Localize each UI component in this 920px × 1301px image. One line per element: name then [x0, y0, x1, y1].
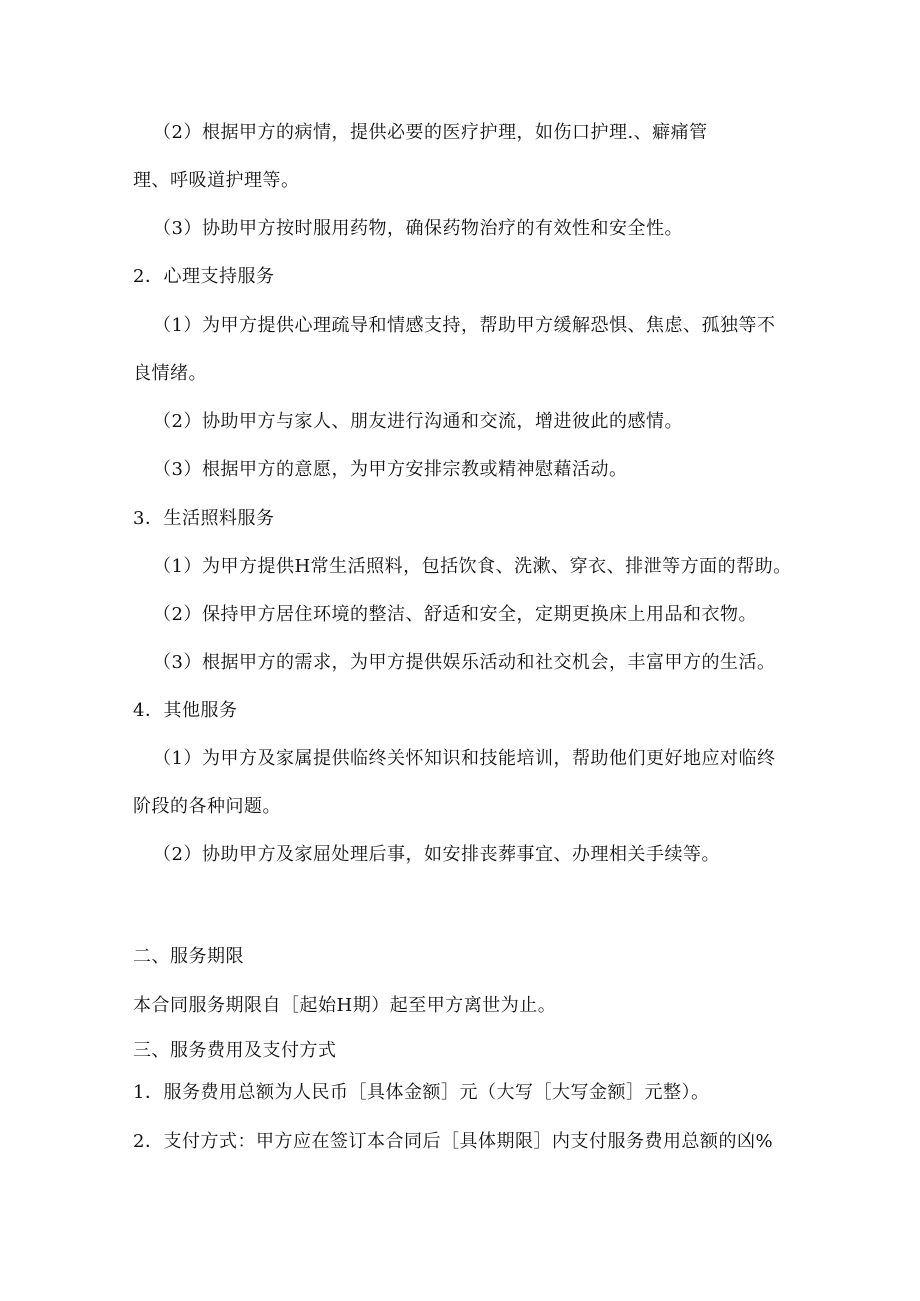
paragraph-line: 良情绪。 — [133, 363, 207, 384]
paragraph-line: 1．服务费用总额为人民币［具体金额］元（大写［大写金额］元整）。 — [133, 1082, 710, 1103]
paragraph-line: （3）根据甲方的需求，为甲方提供娱乐活动和社交机会，丰富甲方的生活。 — [153, 652, 776, 673]
paragraph-line: （2）保持甲方居住环境的整洁、舒适和安全，定期更换床上用品和衣物。 — [153, 604, 757, 625]
chapter-heading: 二、服务期限 — [133, 946, 244, 967]
paragraph-line: （3）根据甲方的意愿，为甲方安排宗教或精神慰藉活动。 — [153, 459, 628, 480]
section-heading: 2．心理支持服务 — [133, 266, 275, 287]
paragraph-line: （3）协助甲方按时服用药物，确保药物治疗的有效性和安全性。 — [153, 218, 683, 239]
paragraph-line: （1）为甲方提供H常生活照料，包括饮食、洗漱、穿衣、排泄等方面的帮助。 — [153, 556, 792, 577]
paragraph-line: （1）为甲方及家属提供临终关怀知识和技能培训，帮助他们更好地应对临终 — [153, 748, 776, 769]
paragraph-line: （2）协助甲方及家屈处理后事，如安排丧葬事宜、办理相关手续等。 — [153, 844, 720, 865]
paragraph-line: 本合同服务期限自［起始H期）起至甲方离世为止。 — [133, 995, 557, 1016]
paragraph-line: 阶段的各种问题。 — [133, 796, 281, 817]
paragraph-line: （2）协助甲方与家人、朋友进行沟通和交流，增进彼此的感情。 — [153, 411, 683, 432]
section-heading: 4．其他服务 — [133, 700, 238, 721]
paragraph-line: 2．支付方式：甲方应在签订本合同后［具体期限］内支付服务费用总额的凶% — [133, 1131, 774, 1152]
paragraph-line: 理、呼吸道护理等。 — [133, 170, 300, 191]
chapter-heading: 三、服务费用及支付方式 — [133, 1040, 337, 1061]
section-heading: 3．生活照料服务 — [133, 508, 275, 529]
paragraph-line: （1）为甲方提供心理疏导和情感支持，帮助甲方缓解恐惧、焦虑、孤独等不 — [153, 315, 776, 336]
paragraph-line: （2）根据甲方的病情，提供必要的医疗护理，如伤口护理.、癖痛管 — [153, 122, 708, 143]
